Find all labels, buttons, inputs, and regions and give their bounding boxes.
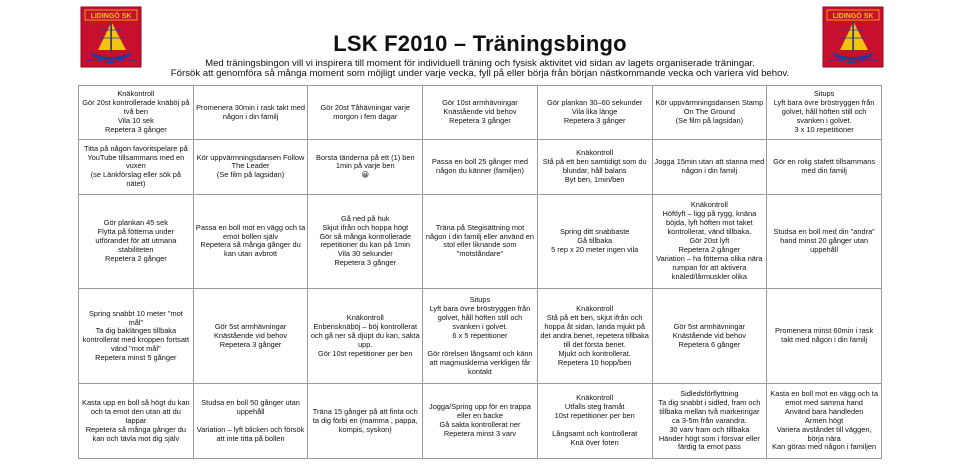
bingo-cell: Situps Lyft bara övre bröstryggen från golvet, håll höften still och svanken i golvet. 6 x 5 repetitioner Gör rörelsen långsamt och känn att magmusklerna verkligen får kontakt [423, 289, 538, 384]
intro-text-line-2: Försök att genomföra så många moment som möjligt under varje vecka, fyll på eller börja från början nästkommande vecka och variera vid behov. [170, 68, 790, 79]
grid-row [79, 140, 882, 194]
bingo-cell: Gör 5st armhävningar Knästående vid behov Repetera 3 gånger [193, 289, 308, 384]
bingo-cell: Jogga 15min utan att stanna med någon i din familj [652, 140, 767, 194]
bingo-cell: Gör 20st Tåhävningar varje morgon i fem dagar [308, 86, 423, 140]
bingo-cell: Gå ned på huk Skjut ifrån och hoppa högt Gör så många kontrollerade repetitioner du kan på 1min Vila 30 sekunder Repetera 3 gånger [308, 194, 423, 289]
grid-row [79, 86, 882, 140]
grid-row [79, 289, 882, 384]
bingo-cell: Promenera 30min i rask takt med någon i din familj [193, 86, 308, 140]
bingo-cell: Studsa en boll 50 gånger utan uppehåll Variation – lyft blicken och försök att inte titta på bollen [193, 384, 308, 459]
bingo-cell: Jogga/Spring upp för en trappa eller en backe Gå sakta kontrollerat ner Repetera minst 3 varv [423, 384, 538, 459]
logo-text: LIDINGÖ SK [90, 13, 132, 20]
bingo-cell: Passa en boll 25 gånger med någon du känner (familjen) [423, 140, 538, 194]
grid-row [79, 194, 882, 289]
bingo-cell: Titta på någon favoritspelare på YouTube tillsammans med en vuxen (se Länkförslag eller sök på nätet) [79, 140, 194, 194]
bingo-cell: Gör 10st armhävningar Knästående vid behov Repetera 3 gånger [423, 86, 538, 140]
bingo-cell: Kasta upp en boll så högt du kan och ta emot den utan att du tappar Repetera så många gånger du kan och tävla mot dig själv [79, 384, 194, 459]
bingo-cell: Knäkontroll Utfalls steg framåt 10st repetitioner per ben Långsamt och kontrollerat Knä över foten [537, 384, 652, 459]
bingo-cell: Gör 5st armhävningar Knästående vid behov Repetera 6 gånger [652, 289, 767, 384]
club-logo-right [822, 6, 884, 68]
bingo-cell: Borsta tänderna på ett (1) ben 1min på varje ben 😀 [308, 140, 423, 194]
bingo-cell: Träna på Stegisättning mot någon i din familj eller använd en stol eller liknande som "motståndare" [423, 194, 538, 289]
bingo-cell: Passa en boll mot en vägg och ta emot bollen själv Repetera så många gånger du kan utan avbrott [193, 194, 308, 289]
bingo-cell: Studsa en boll med din "andra" hand minst 20 gånger utan uppehåll [767, 194, 882, 289]
bingo-cell: Spring ditt snabbaste Gå tillbaka 5 rep x 20 meter ingen vila [537, 194, 652, 289]
bingo-cell: Knäkontroll Stå på ett ben samtidigt som du blundar, håll balans Byt ben, 1min/ben [537, 140, 652, 194]
bingo-cell: Gör plankan 45 sek Flytta på fötterna under utförandet för att utmana stabiliteten Repetera 2 gånger [79, 194, 194, 289]
bingo-cell: Situps Lyft bara övre bröstryggen från golvet, håll höften still och svanken i golvet. 3 x 10 repetitioner [767, 86, 882, 140]
intro-text-line-1: Med träningsbingon vill vi inspirera till moment för individuell träning och fysisk aktivitet vid sidan av lagets organiserade träningar. [205, 58, 755, 69]
bingo-cell: Knäkontroll Gör 20st kontrollerade knäböj på två ben Vila 10 sek Repetera 3 gånger [79, 86, 194, 140]
bingo-cell: Knäkontroll Höftlyft – ligg på rygg, knäna böjda, lyft höften mot taket kontrollerat, vänd tillbaka. Gör 20st lyft Repetera 2 gånger Variation – ha fötterna olika nära rumpan för att aktivera knäled/lårmuskler olika [652, 194, 767, 289]
bingo-cell: Spring snabbt 10 meter "mot mål" Ta dig baklänges tillbaka kontrollerat med kroppen fortsatt vänd "mot mål" Repetera minst 5 gånger [79, 289, 194, 384]
bingo-cell: Gör plankan 30–60 sekunder Vila lika länge Repetera 3 gånger [537, 86, 652, 140]
ship-emblem-icon [80, 6, 142, 68]
bingo-cell: Gör en rolig stafett tillsammans med din familj [767, 140, 882, 194]
bingo-grid [78, 85, 882, 459]
bingo-cell: Träna 15 gånger på att finta och ta dig förbi en (mamma , pappa, kompis, syskon) [308, 384, 423, 459]
page-title: LSK F2010 – Träningsbingo [333, 31, 627, 56]
bingo-cell: Kör uppvärmningsdansen Follow The Leader (Se film på lagsidan) [193, 140, 308, 194]
ship-emblem-icon [822, 6, 884, 68]
bingo-cell: Sidledsförflyttning Ta dig snabbt i sidled, fram och tillbaka mellan två markeringar ca 3-5m från varandra. 30 varv fram och tillbaka Händer högt som i försvar eller färdig ta emot pass [652, 384, 767, 459]
club-logo-left [80, 6, 142, 68]
grid-row [79, 384, 882, 459]
bingo-cell: Kasta en boll mot en vägg och ta emot med samma hand Använd bara handleden Armen högt Variera avståndet till väggen, börja nära Kan göras med någon i familjen [767, 384, 882, 459]
logo-text: LIDINGÖ SK [832, 13, 874, 20]
page-header [150, 32, 810, 71]
bingo-cell: Promenera minst 60min i rask takt med någon i din familj [767, 289, 882, 384]
bingo-cell: Kör uppvärmningsdansen Stamp On The Ground (Se film på lagsidan) [652, 86, 767, 140]
bingo-cell: Knäkontroll Stå på ett ben, skjut ifrån och hoppa åt sidan, landa mjukt på det andra benet, repetera tillbaka till det första benet. Mjukt och kontrollerat. Repetera 10 hopp/ben [537, 289, 652, 384]
bingo-cell: Knäkontroll Enbensknäböj – böj kontrollerat och gå ner så djupt du kan, sakta upp. Gör 10st repetitioner per ben [308, 289, 423, 384]
